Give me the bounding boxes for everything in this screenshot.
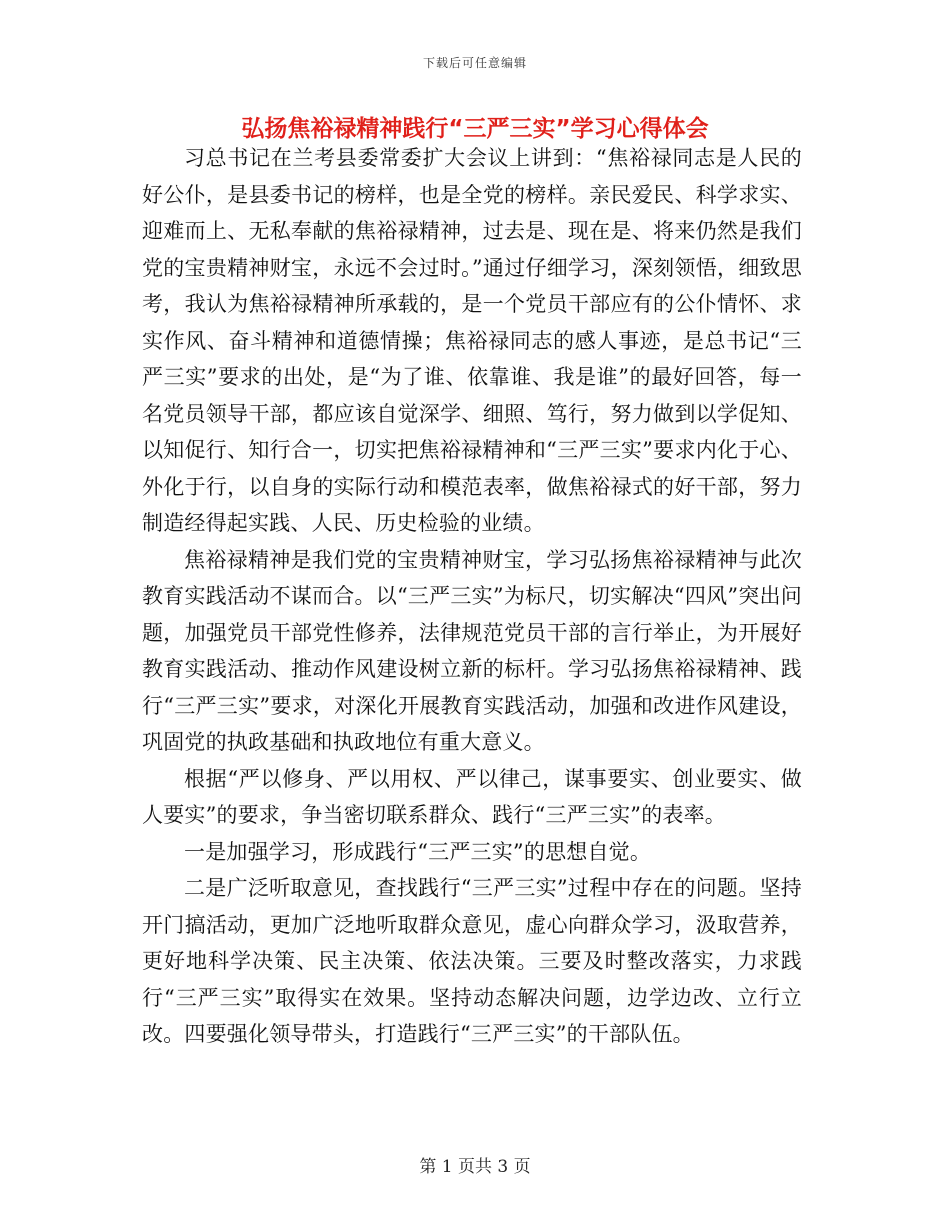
document-title: 弘扬焦裕禄精神践行“三严三实”学习心得体会	[241, 116, 709, 142]
document-body	[142, 140, 802, 1053]
paragraph-4: 一是加强学习，形成践行“三严三实”的思想自觉。	[184, 839, 652, 864]
paragraph-2: 焦裕禄精神是我们党的宝贵精神财宝，学习弘扬焦裕禄精神与此次教育实践活动不谋而合。以“三严三实”为标尺，切实解决“四风”突出问题，加强党员干部党性修养，法律规范党员干部的言行举止，为开展好教育实践活动、推动作风建设树立新的标杆。学习弘扬焦裕禄精神、践行“三严三实”要求，对深化开展教育实践活动，加强和改进作风建设，巩固党的执政基础和执政地位有重大意义。	[142, 547, 802, 754]
paragraph-3: 根据“严以修身、严以用权、严以律己，谋事要实、创业要实、做人要实”的要求，争当密切联系群众、践行“三严三实”的表率。	[142, 766, 802, 827]
page-number: 第 1 页共 3 页	[419, 1157, 531, 1177]
paragraph-5: 二是广泛听取意见，查找践行“三严三实”过程中存在的问题。坚持开门搞活动，更加广泛地听取群众意见，虚心向群众学习，汲取营养，更好地科学决策、民主决策、依法决策。三要及时整改落实，力求践行“三严三实”取得实在效果。坚持动态解决问题，边学边改、立行立改。四要强化领导带头，打造践行“三严三实”的干部队伍。	[142, 876, 802, 1046]
paragraph-1: 习总书记在兰考县委常委扩大会议上讲到：“焦裕禄同志是人民的好公仆，是县委书记的榜样，也是全党的榜样。亲民爱民、科学求实、迎难而上、无私奉献的焦裕禄精神，过去是、现在是、将来仍然是我们党的宝贵精神财宝，永远不会过时。”通过仔细学习，深刻领悟，细致思考，我认为焦裕禄精神所承载的，是一个党员干部应有的公仆情怀、求实作风、奋斗精神和道德情操；焦裕禄同志的感人事迹，是总书记“三严三实”要求的出处，是“为了谁、依靠谁、我是谁”的最好回答，每一名党员领导干部，都应该自觉深学、细照、笃行，努力做到以学促知、以知促行、知行合一，切实把焦裕禄精神和“三严三实”要求内化于心、外化于行，以自身的实际行动和模范表率，做焦裕禄式的好干部，努力制造经得起实践、人民、历史检验的业绩。	[142, 146, 802, 535]
header-note: 下载后可任意编辑	[422, 56, 527, 70]
